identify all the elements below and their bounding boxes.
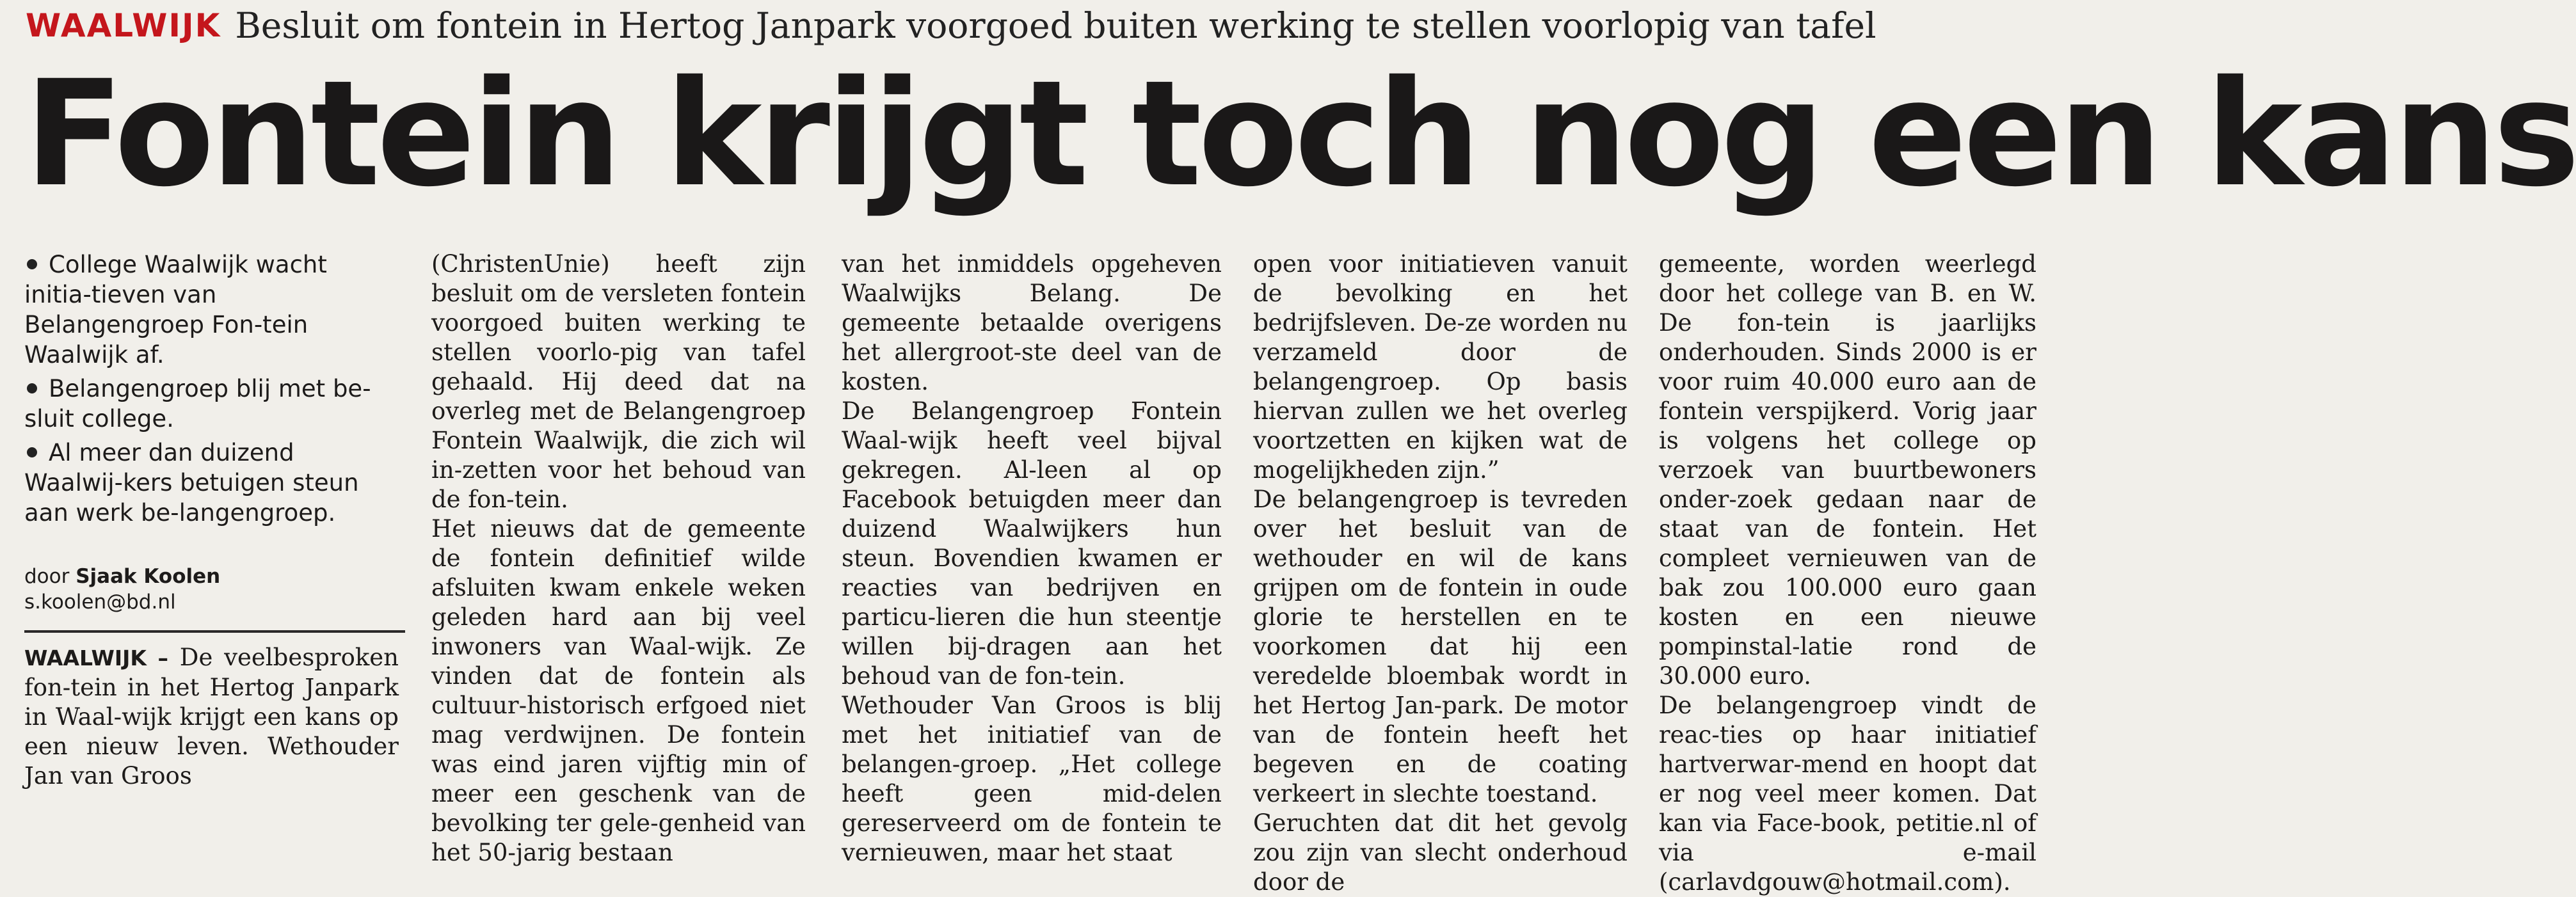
article-kicker xyxy=(26,0,1876,51)
paragraph: De Belangengroep Fontein Waal-wijk heeft veel bijval gekregen. Al-leen al op Facebook betuigden meer dan duizend Waalwijkers hun steun. Bovendien kwamen er reacties van bedrijven en particu-lieren die hun steentje willen bij-dragen aan het behoud van de fon-tein. xyxy=(842,397,1222,690)
paragraph: van het inmiddels opgeheven Waalwijks Belang. De gemeente betaalde overigens het allergroot-ste deel van de kosten. xyxy=(842,250,1222,395)
paragraph: open voor initiatieven vanuit de bevolking en het bedrijfsleven. De-ze worden nu verzameld door de belangengroep. Op basis hiervan zullen we het overleg voortzetten en kijken wat de mogelijkheden zijn.” xyxy=(1253,250,1628,484)
paragraph: gemeente, worden weerlegd door het college van B. en W. De fon-tein is jaarlijks onderhouden. Sinds 2000 is er voor ruim 40.000 euro aan de fontein verspijkerd. Vorig jaar is volgens het college op verzoek van buurtbewoners onder-zoek gedaan naar de staat van de fontein. Het compleet vernieuwen van de bak zou 100.000 euro gaan kosten en een nieuwe pompinstal-latie rond de 30.000 euro. xyxy=(1659,250,2036,690)
article-column-3 xyxy=(842,250,1222,868)
summary-bullet: College Waalwijk wacht initia-tieven van Belangengroep Fon-tein Waalwijk af. xyxy=(24,251,327,369)
location-label: WAALWIJK xyxy=(26,7,221,44)
byline xyxy=(24,564,399,615)
bullet-icon xyxy=(27,383,37,393)
byline-divider xyxy=(24,630,405,633)
byline-author: Sjaak Koolen xyxy=(76,565,221,588)
article-headline: Fontein krijgt toch nog een kans xyxy=(24,49,2576,219)
summary-bullet: Al meer dan duizend Waalwij-kers betuigen steun aan werk be-langengroep. xyxy=(24,439,359,527)
byline-email: s.koolen@bd.nl xyxy=(24,591,176,614)
bullet-icon xyxy=(27,259,37,269)
article-column-2 xyxy=(431,250,806,868)
paragraph: De belangengroep is tevreden over het besluit van de wethouder en wil de kans grijpen om de fontein in oude glorie te herstellen en te voorkomen dat hij een veredelde bloembak wordt in het Hertog Jan-park. De motor van de fontein heeft het begeven en de coating verkeert in slechte toestand. xyxy=(1253,486,1628,807)
article-lead: WAALWIJK – De veelbesproken fon-tein in het Hertog Janpark in Waal-wijk krijgt een kans op een nieuw leven. Wethouder Jan van Groos xyxy=(24,644,399,790)
dateline: WAALWIJK – xyxy=(24,646,168,671)
summary-bullets xyxy=(24,250,399,528)
article-column-5 xyxy=(1659,250,2036,897)
paragraph: Geruchten dat dit het gevolg zou zijn van slecht onderhoud door de xyxy=(1253,809,1628,896)
article-column-1 xyxy=(24,250,399,791)
paragraph: Het nieuws dat de gemeente de fontein definitief wilde afsluiten kwam enkele weken geleden hard aan bij veel inwoners van Waal-wijk. Ze vinden dat de fontein als cultuur-historisch erfgoed niet mag verdwijnen. De fontein was eind jaren vijftig min of meer een geschenk van de bevolking ter gele-genheid van het 50-jarig bestaan xyxy=(431,515,806,866)
summary-bullet: Belangengroep blij met be-sluit college. xyxy=(24,375,371,433)
article-subhead: Besluit om fontein in Hertog Janpark voorgoed buiten werking te stellen voorlopig van tafel xyxy=(235,5,1876,46)
article-column-4 xyxy=(1253,250,1628,897)
paragraph: (ChristenUnie) heeft zijn besluit om de versleten fontein voorgoed buiten werking te stellen voorlo-pig van tafel gehaald. Hij deed dat na overleg met de Belangengroep Fontein Waalwijk, die zich wil in-zetten voor het behoud van de fon-tein. xyxy=(431,250,806,513)
byline-prefix: door xyxy=(24,565,70,588)
bullet-icon xyxy=(27,447,37,457)
paragraph: De belangengroep vindt de reac-ties op haar initiatief hartverwar-mend en hoopt dat er nog veel meer komen. Dat kan via Face-book, petitie.nl of via e-mail (carlavdgouw@hotmail.com). xyxy=(1659,692,2036,896)
paragraph: Wethouder Van Groos is blij met het initiatief van de belangen-groep. „Het college heeft geen mid-delen gereserveerd om de fontein te vernieuwen, maar het staat xyxy=(842,692,1222,866)
